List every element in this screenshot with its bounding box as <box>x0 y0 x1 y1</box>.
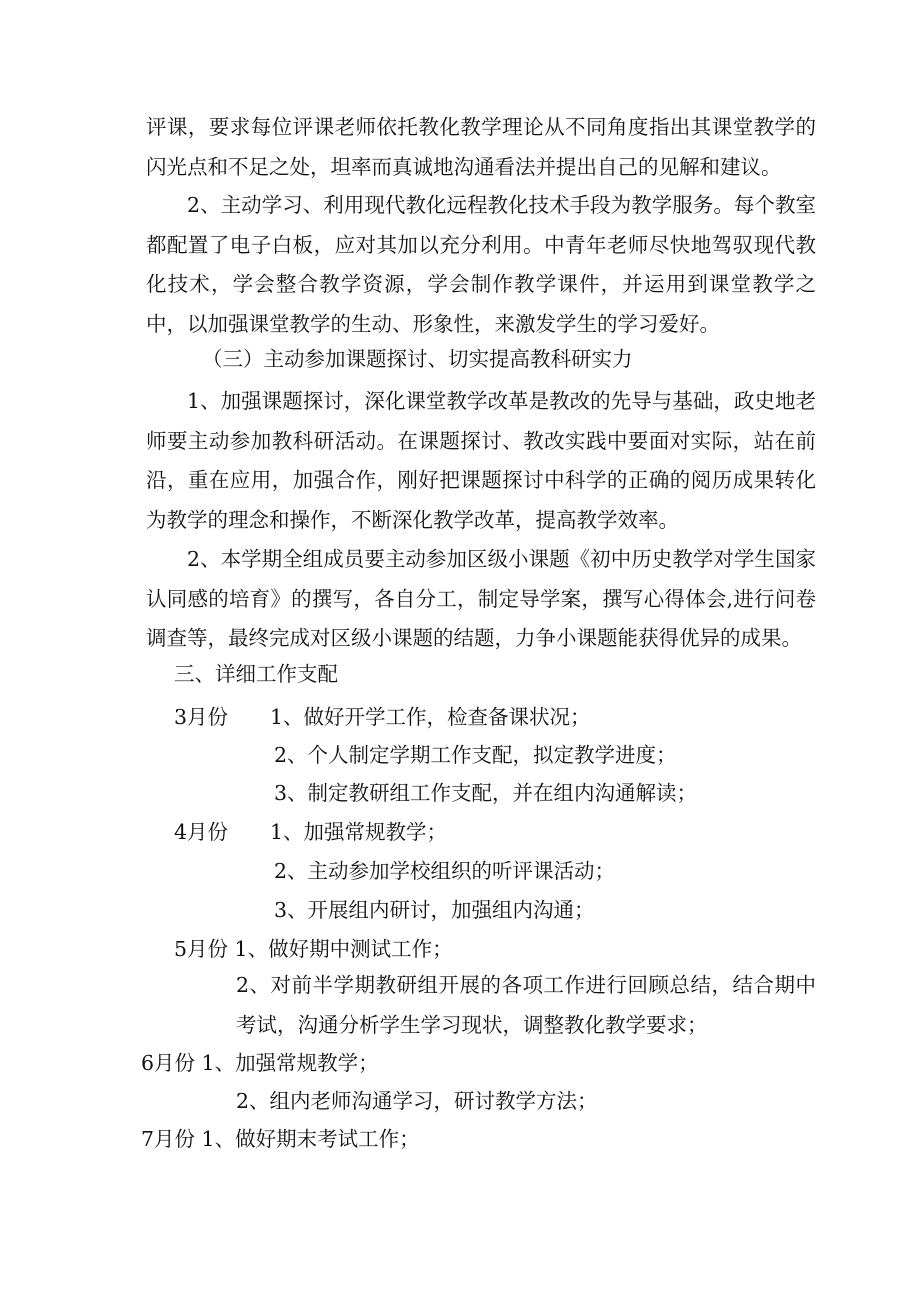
march-item-2: 2、个人制定学期工作支配，拟定教学进度； <box>274 743 677 767</box>
paragraph-2: 2、主动学习、利用现代教化远程教化技术手段为教学服务。每个教室都配置了电子白板，应对其加以充分利用。中青年老师尽快地驾驭现代教化技术，学会整合教学资源，学会制作教学课件，并运用到课堂教学之中，以加强课堂教学的生动、形象性，来激发学生的学习爱好。 <box>146 193 816 336</box>
april-item-3: 3、开展组内研讨，加强组内沟通； <box>274 898 595 922</box>
paragraph-1: 评课，要求每位评课老师依托教化教学理论从不同角度指出其课堂教学的闪光点和不足之处，坦率而真诚地沟通看法并提出自己的见解和建议。 <box>146 115 816 179</box>
april-item-1: 1、加强常规教学； <box>270 820 448 844</box>
month-march-label: 3月份 <box>174 705 229 729</box>
july-line-1: 7月份 1、做好期末考试工作； <box>141 1127 420 1151</box>
june-line-1: 6月份 1、加强常规教学； <box>141 1051 379 1075</box>
may-item-2: 2、对前半学期教研组开展的各项工作进行回顾总结，结合期中考试，沟通分析学生学习现状，调整教化教学要求； <box>236 973 816 1037</box>
section-heading-3: （三）主动参加课题探讨、切实提高教科研实力 <box>202 347 633 371</box>
paragraph-3: 1、加强课题探讨，深化课堂教学改革是教改的先导与基础，政史地老师要主动参加教科研活动。在课题探讨、教改实践中要面对实际，站在前沿，重在应用，加强合作，刚好把课题探讨中科学的正确的阅历成果转化为教学的理念和操作，不断深化教学改革，提高教学效率。 <box>146 389 816 532</box>
may-line-1: 5月份 1、做好期中测试工作； <box>174 937 453 961</box>
april-item-2: 2、主动参加学校组织的听评课活动； <box>274 859 616 883</box>
paragraph-4: 2、本学期全组成员要主动参加区级小课题《初中历史教学对学生国家认同感的培育》的撰写，各自分工，制定导学案，撰写心得体会,进行问卷调查等，最终完成对区级小课题的结题，力争小课题能获得优异的成果。 <box>146 547 816 650</box>
june-item-2: 2、组内老师沟通学习，研讨教学方法； <box>236 1089 598 1113</box>
month-april-label: 4月份 <box>174 820 229 844</box>
march-item-1: 1、做好开学工作，检查备课状况； <box>270 705 591 729</box>
march-item-3: 3、制定教研组工作支配，并在组内沟通解读； <box>274 781 698 805</box>
schedule-heading: 三、详细工作支配 <box>174 662 338 686</box>
